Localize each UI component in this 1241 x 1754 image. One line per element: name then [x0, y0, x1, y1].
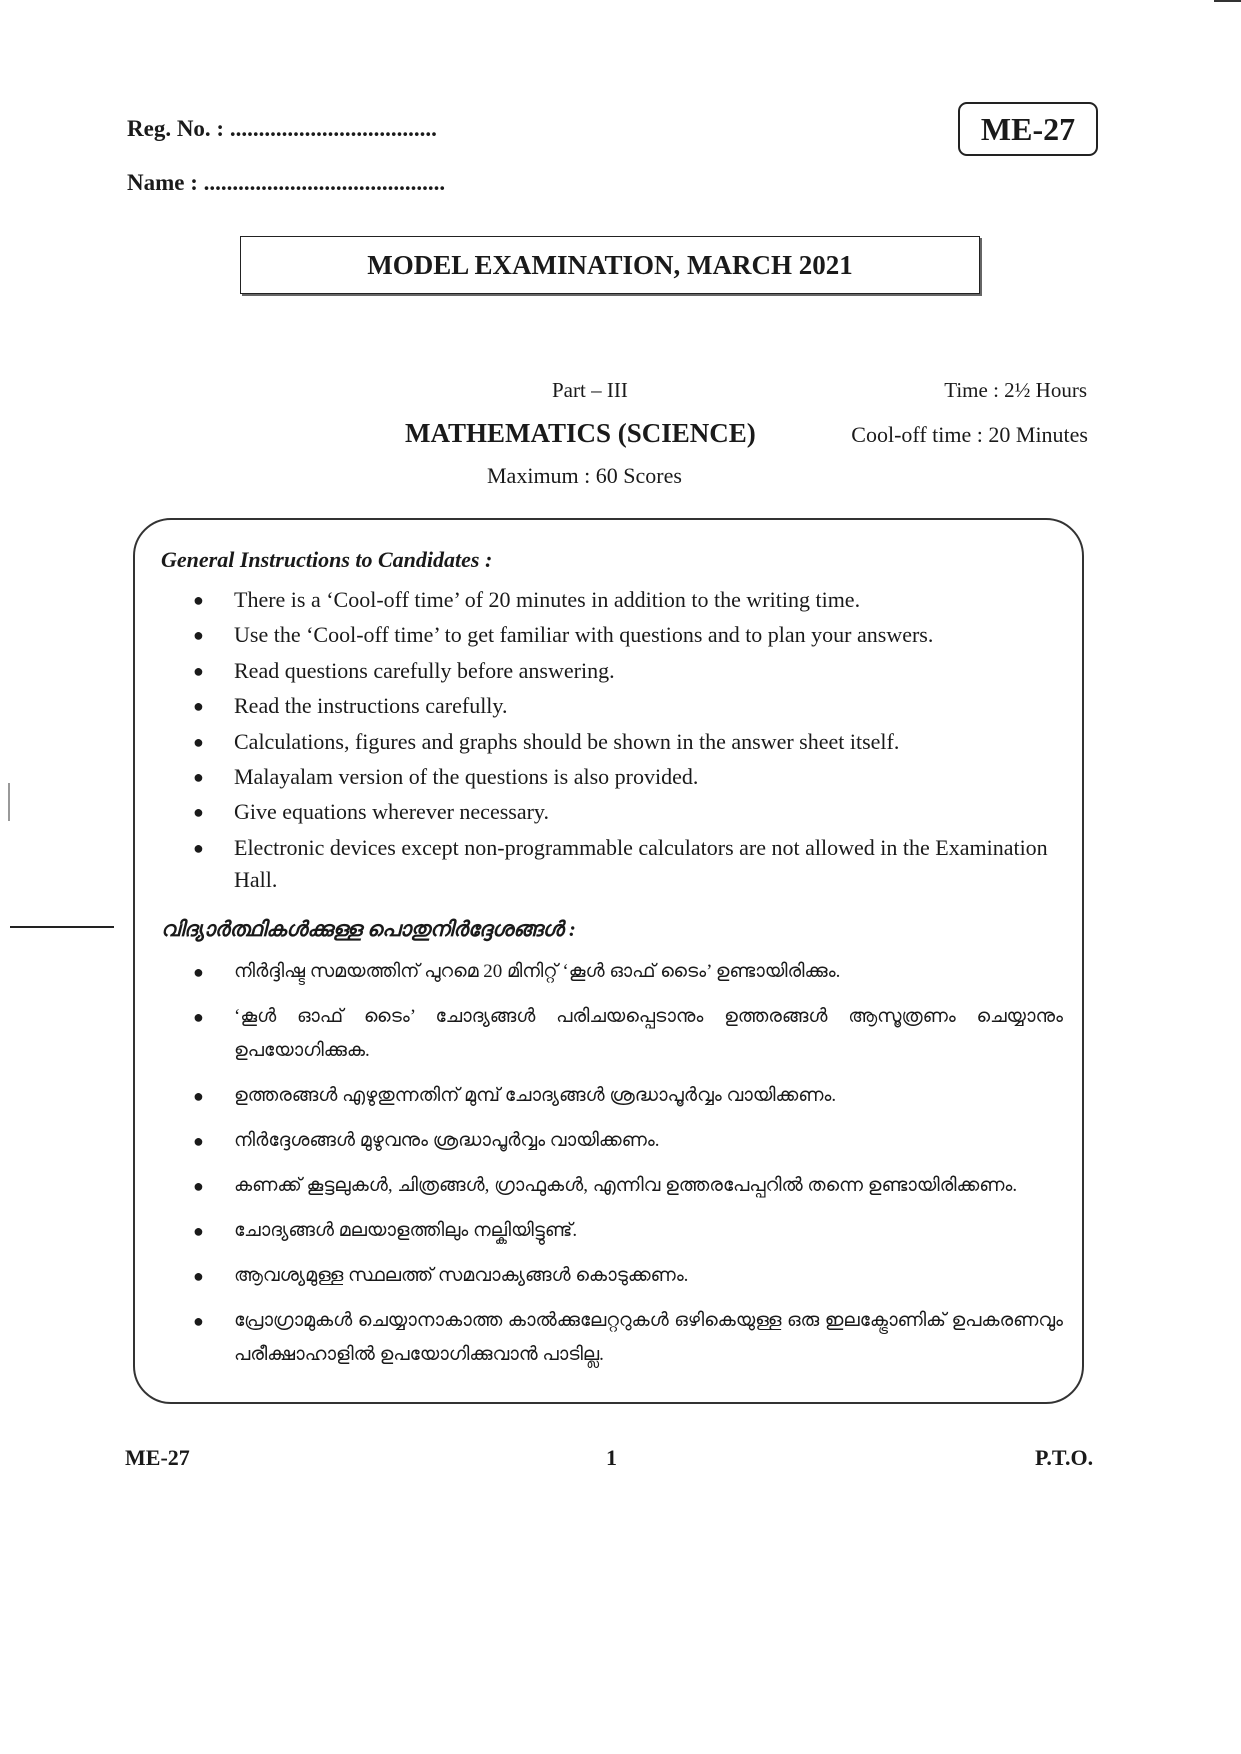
- maximum-score-label: Maximum : 60 Scores: [487, 463, 682, 488]
- bullet-icon: ●: [193, 1086, 204, 1106]
- pto-label: P.T.O.: [1035, 1445, 1094, 1470]
- bullet-icon: ●: [193, 625, 204, 646]
- bullet-icon: ●: [193, 1131, 204, 1151]
- bullet-icon: ●: [193, 962, 204, 982]
- footer-paper-code: ME-27: [125, 1445, 190, 1470]
- instruction-item: [193, 619, 1063, 651]
- bullet-icon: ●: [193, 1176, 204, 1196]
- instruction-text: Calculations, figures and graphs should be shown in the answer sheet itself.: [234, 728, 900, 754]
- paper-code-badge: ME-27: [958, 102, 1098, 156]
- cool-off-label: Cool-off time : 20 Minutes: [851, 422, 1088, 447]
- instruction-text: There is a ‘Cool-off time’ of 20 minutes in addition to the writing time.: [234, 587, 861, 612]
- bullet-icon: ●: [193, 837, 204, 858]
- page-number: 1: [606, 1445, 617, 1470]
- instruction-text: ചോദ്യങ്ങൾ മലയാളത്തിലും നല്കിയിട്ടുണ്ട്.: [234, 1220, 578, 1241]
- instruction-item: [193, 761, 1063, 793]
- name-field: Name : ..........................................: [127, 170, 446, 195]
- scan-edge-line: [1214, 0, 1241, 2]
- exam-title: MODEL EXAMINATION, MARCH 2021: [240, 236, 980, 294]
- instruction-item: [193, 1124, 1063, 1158]
- instruction-text: പ്രോഗ്രാമുകൾ ചെയ്യാനാകാത്ത കാൽക്കുലേറ്ററുകൾ ഒഴികെയുള്ള ഒരു ഇലക്ട്രോണിക് ഉപകരണവും പരീക്ഷാഹാളിൽ ഉപയോഗിക്കുവാൻ പാടില്ല.: [234, 1310, 1063, 1365]
- instruction-text: ഉത്തരങ്ങൾ എഴുതുന്നതിന് മുമ്പ് ചോദ്യങ്ങൾ ശ്രദ്ധാപൂർവ്വം വായിക്കണം.: [234, 1085, 837, 1106]
- instruction-text: നിർദ്ദേശങ്ങൾ മുഴുവനും ശ്രദ്ധാപൂർവ്വം വായിക്കണം.: [234, 1130, 660, 1151]
- instructions-heading-en: General Instructions to Candidates :: [161, 547, 493, 572]
- instruction-text: Give equations wherever necessary.: [234, 799, 549, 825]
- instruction-text: ആവശ്യമുള്ള സ്ഥലത്ത് സമവാക്യങ്ങൾ കൊടുക്കണം.: [234, 1265, 689, 1286]
- instruction-item: [193, 690, 1063, 722]
- instruction-text: Read the instructions carefully.: [234, 693, 508, 719]
- instructions-heading-ml: വിദ്യാർത്ഥികൾക്കുള്ള പൊതുനിർദ്ദേശങ്ങൾ :: [161, 917, 576, 941]
- bullet-icon: ●: [193, 696, 204, 717]
- instructions-list-en: [193, 584, 1063, 899]
- instruction-item: [193, 832, 1063, 896]
- instruction-item: [193, 1259, 1063, 1293]
- bullet-icon: ●: [193, 766, 204, 787]
- bullet-icon: ●: [193, 660, 204, 681]
- bullet-icon: ●: [193, 1311, 204, 1331]
- part-label: Part – III: [552, 378, 628, 402]
- instruction-item: [193, 796, 1063, 828]
- instruction-text: ‘കൂൾ ഓഫ് ടൈം’ ചോദ്യങ്ങൾ പരിചയപ്പെടാനും ഉത്തരങ്ങൾ ആസൂത്രണം ചെയ്യാനും ഉപയോഗിക്കുക.: [234, 1006, 1063, 1061]
- instruction-text: Use the ‘Cool-off time’ to get familiar with questions and to plan your answers.: [234, 622, 934, 648]
- instruction-text: Read questions carefully before answering.: [234, 657, 615, 683]
- instruction-item: [193, 955, 1063, 989]
- instruction-text: നിർദ്ദിഷ്ട സമയത്തിന് പുറമെ 20 മിനിറ്റ് ‘കൂൾ ഓഫ് ടൈം’ ഉണ്ടായിരിക്കും.: [234, 961, 841, 982]
- bullet-icon: ●: [193, 802, 204, 823]
- instruction-item: [193, 1214, 1063, 1248]
- instruction-item: [193, 655, 1063, 687]
- reg-no-field: Reg. No. : ....................................: [127, 116, 437, 141]
- bullet-icon: ●: [193, 1266, 204, 1286]
- margin-tick-mark: [8, 783, 10, 821]
- instructions-list-ml: [193, 955, 1063, 1383]
- instruction-item: [193, 1304, 1063, 1372]
- instruction-text: കണക്ക് കൂട്ടലുകൾ, ചിത്രങ്ങൾ, ഗ്രാഫുകൾ, എന്നിവ ഉത്തരപേപ്പറിൽ തന്നെ ഉണ്ടായിരിക്കണം.: [234, 1175, 1018, 1196]
- instruction-item: [193, 1079, 1063, 1113]
- subject-title: MATHEMATICS (SCIENCE): [405, 418, 756, 448]
- instruction-item: [193, 726, 1063, 758]
- bullet-icon: ●: [193, 1007, 204, 1027]
- instruction-text: Malayalam version of the questions is also provided.: [234, 763, 699, 789]
- instruction-item: [193, 584, 1063, 616]
- instruction-item: [193, 1000, 1063, 1068]
- time-label: Time : 2½ Hours: [944, 378, 1087, 402]
- bullet-icon: ●: [193, 590, 204, 610]
- bullet-icon: ●: [193, 731, 204, 752]
- instruction-text: Electronic devices except non-programmable calculators are not allowed in the Examination Hall.: [234, 834, 1048, 892]
- bullet-icon: ●: [193, 1221, 204, 1241]
- instruction-item: [193, 1169, 1063, 1203]
- margin-mark-line: [10, 926, 114, 928]
